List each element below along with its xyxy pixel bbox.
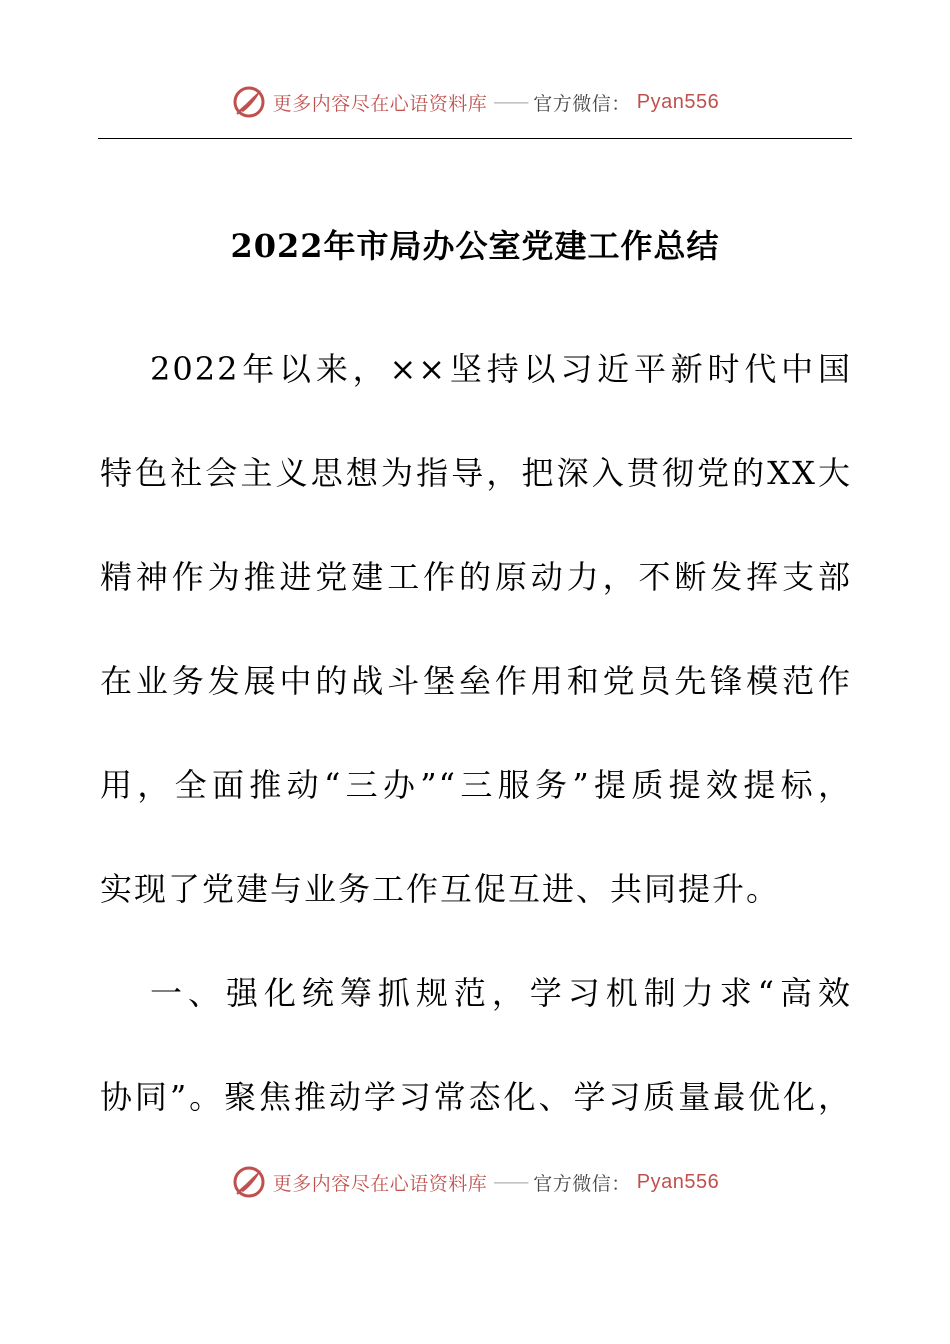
banner-wechat-label: 官方微信： xyxy=(533,1172,631,1195)
banner-slogan: 更多内容尽在心语资料库 xyxy=(272,92,488,115)
banner-separator: —— xyxy=(493,1171,528,1193)
banner-wechat-id: Pyan556 xyxy=(636,90,720,113)
banner-slogan: 更多内容尽在心语资料库 xyxy=(272,1172,488,1195)
body-line: 用，全面推动“三办”“三服务”提质提效提标， xyxy=(100,766,852,804)
body-line: 一、强化统筹抓规范，学习机制力求“高效 xyxy=(150,974,852,1012)
body-line: 实现了党建与业务工作互促互进、共同提升。 xyxy=(100,870,781,908)
quill-logo-icon xyxy=(231,1164,267,1200)
banner-wechat-id: Pyan556 xyxy=(636,1170,720,1193)
banner-separator: —— xyxy=(493,91,528,113)
document-title: 2022年市局办公室党建工作总结 xyxy=(230,227,720,265)
header-rule xyxy=(98,138,852,139)
body-line: 特色社会主义思想为指导，把深入贯彻党的XX大 xyxy=(100,454,852,492)
body-line: 在业务发展中的战斗堡垒作用和党员先锋模范作 xyxy=(100,662,852,700)
body-line: 精神作为推进党建工作的原动力，不断发挥支部 xyxy=(100,558,852,596)
banner-wechat-label: 官方微信： xyxy=(533,92,631,115)
header-banner xyxy=(0,84,950,120)
footer-banner xyxy=(0,1164,950,1200)
body-line: 协同”。聚焦推动学习常态化、学习质量最优化， xyxy=(100,1078,852,1116)
document-body xyxy=(100,340,852,1172)
quill-logo-icon xyxy=(231,84,267,120)
body-line: 2022年以来，××坚持以习近平新时代中国 xyxy=(150,350,852,388)
